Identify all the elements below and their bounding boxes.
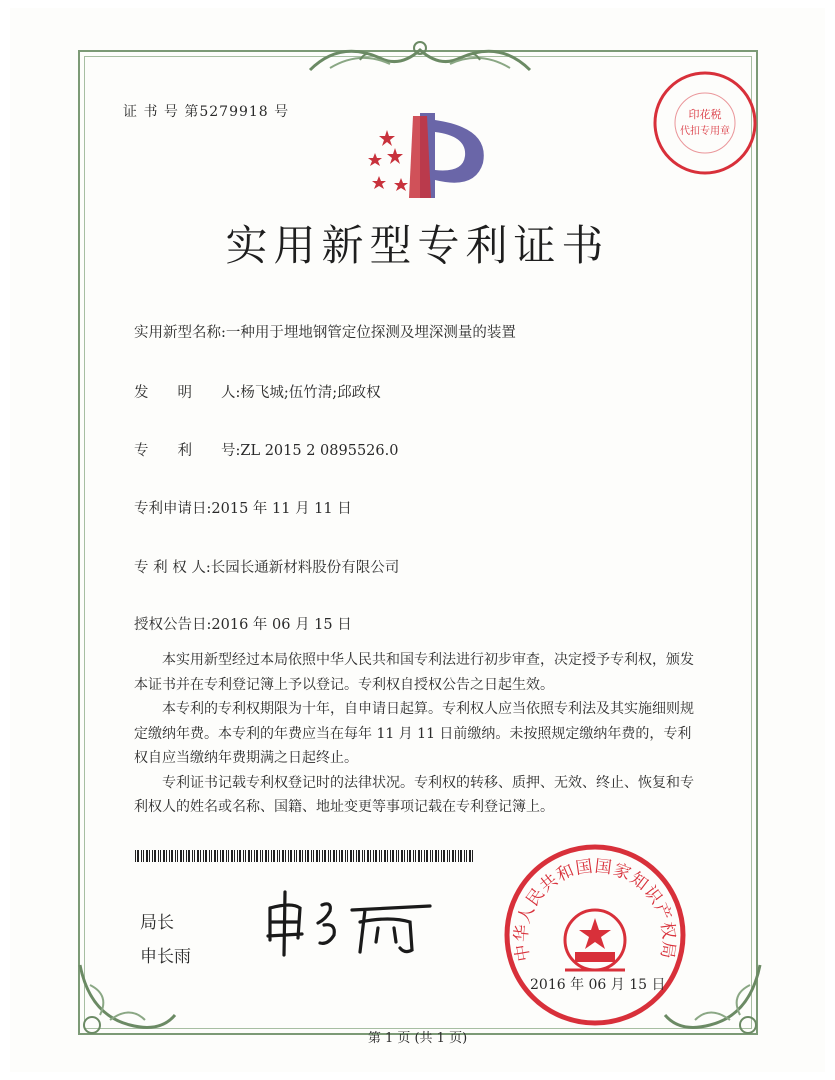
director-title: 局长 <box>140 913 174 933</box>
certificate-body <box>134 648 704 820</box>
utility-model-name-row <box>134 321 516 342</box>
page-footer: 第 1 页 (共 1 页) <box>367 1031 468 1046</box>
inventor-label: 发 明 人: <box>134 385 241 401</box>
svg-text:印花税: 印花税 <box>688 108 722 121</box>
patentee-label: 专 利 权 人: <box>134 560 211 576</box>
director-name: 申长雨 <box>140 947 191 967</box>
barcode <box>135 850 478 862</box>
patent-number-row <box>134 439 398 460</box>
announcement-date-label: 授权公告日: <box>134 617 212 633</box>
top-ornament <box>300 30 540 80</box>
svg-text:代扣专用章: 代扣专用章 <box>680 126 730 137</box>
body-paragraph: 专利证书记载专利权登记时的法律状况。专利权的转移、质押、无效、终止、恢复和专利权人的姓名或名称、国籍、地址变更等事项记载在专利登记簿上。 <box>134 774 694 815</box>
announcement-date-row <box>134 613 352 634</box>
application-date-label: 专利申请日: <box>134 501 212 517</box>
patent-office-logo-icon <box>365 108 495 203</box>
utility-model-name-label: 实用新型名称: <box>134 325 226 341</box>
utility-model-name-value: 一种用于埋地钢管定位探测及埋深测量的装置 <box>225 325 516 341</box>
certificate-number: 证 书 号 第5279918 号 <box>123 104 290 120</box>
body-paragraph: 本专利的专利权期限为十年，自申请日起算。专利权人应当依照专利法及其实施细则规定缴纳年费。本专利的年费应当在每年 11 月 11 日前缴纳。未按照规定缴纳年费的，专利权自应当缴纳年费期满之日起终止。 <box>134 701 694 766</box>
national-ip-office-seal <box>500 840 690 1030</box>
patent-number-label: 专 利 号: <box>134 443 241 459</box>
seal-date: 2016 年 06 月 15 日 <box>530 977 666 993</box>
inventor-value: 杨飞城;伍竹清;邱政权 <box>240 385 381 401</box>
application-date-row <box>134 497 352 518</box>
svg-text:中华人民共和国国家知识产权局: 中华人民共和国国家知识产权局 <box>511 856 679 963</box>
certificate-title: 实用新型专利证书 <box>225 221 610 270</box>
announcement-date-value: 2016 年 06 月 15 日 <box>211 617 352 633</box>
body-paragraph: 本实用新型经过本局依照中华人民共和国专利法进行初步审查，决定授予专利权，颁发本证书并在专利登记簿上予以登记。专利权自授权公告之日起生效。 <box>134 652 694 693</box>
application-date-value: 2015 年 11 月 11 日 <box>211 501 352 517</box>
patent-number-value: ZL 2015 2 0895526.0 <box>240 443 399 459</box>
inventor-row <box>134 381 381 402</box>
director-signature <box>260 880 440 960</box>
patentee-row <box>134 556 399 577</box>
patentee-value: 长园长通新材料股份有限公司 <box>210 560 400 576</box>
tax-stamp-seal <box>650 68 760 178</box>
